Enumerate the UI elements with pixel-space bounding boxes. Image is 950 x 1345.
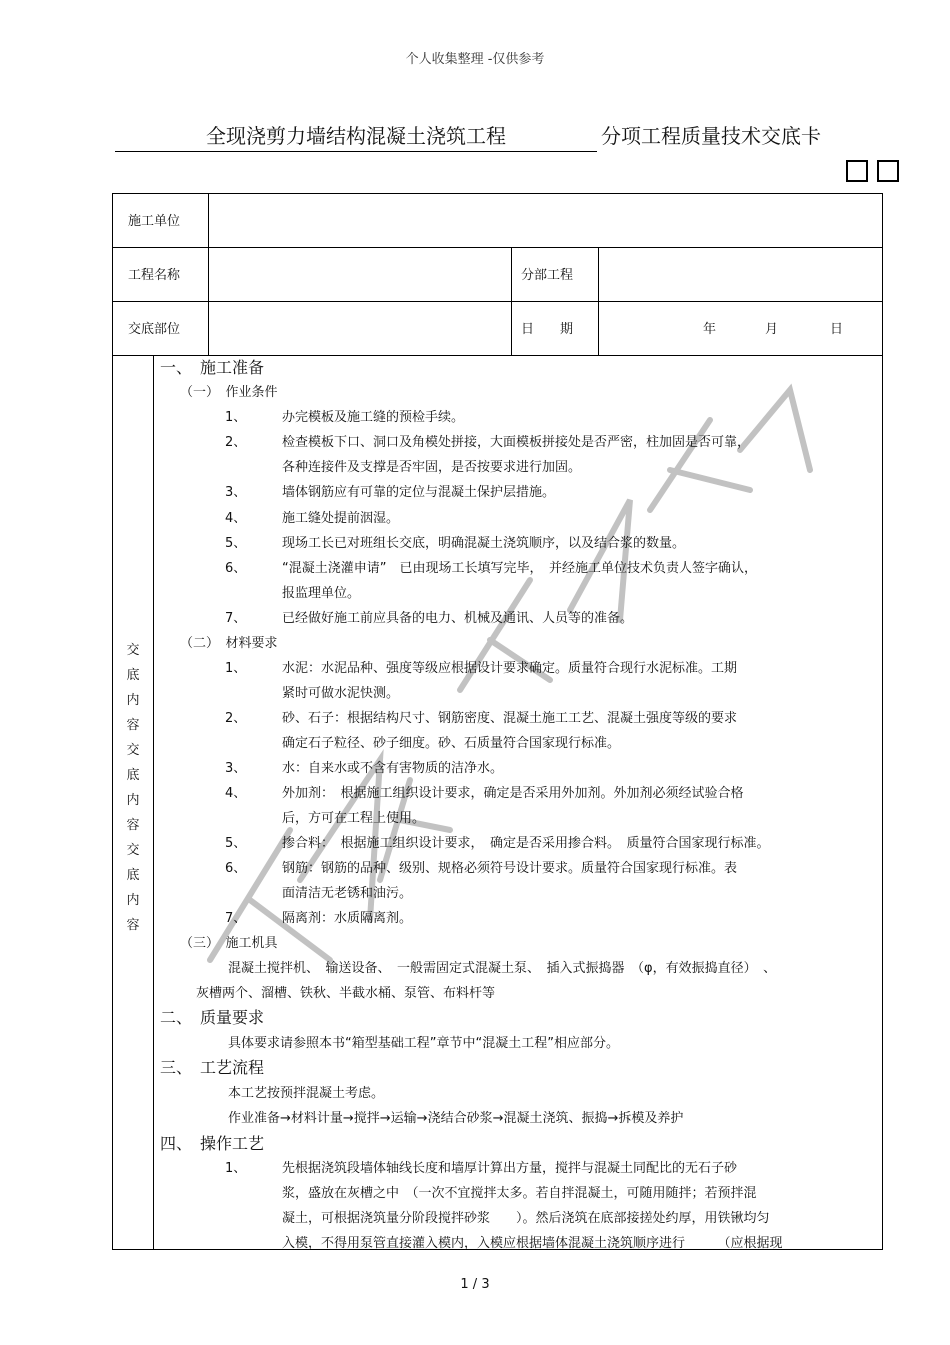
item-text: 外加剂： 根据施工组织设计要求，确定是否采用外加剂。外加剂必须经试验合格 bbox=[282, 786, 744, 801]
item-number: 6、 bbox=[225, 861, 247, 876]
item-text: 紧时可做水泥快测。 bbox=[282, 686, 400, 701]
subsection-conditions: （一） 作业条件 bbox=[180, 385, 278, 400]
col-divider bbox=[511, 247, 512, 355]
item-text: 水：自来水或不含有害物质的洁净水。 bbox=[282, 761, 504, 776]
item-text: 现场工长已对班组长交底，明确混凝土浇筑顺序，以及结合浆的数量。 bbox=[282, 536, 686, 551]
item-text: 先根据浇筑段墙体轴线长度和墙厚计算出方量，搅拌与混凝土同配比的无石子砂 bbox=[282, 1161, 738, 1176]
date-year: 年 bbox=[703, 322, 717, 337]
row-divider bbox=[113, 301, 882, 302]
item-text: 检查模板下口、洞口及角模处拼接，大面模板拼接处是否严密，柱加固是否可靠， bbox=[282, 435, 751, 450]
section-preparation: 一、 施工准备 bbox=[160, 358, 265, 377]
col-divider bbox=[598, 247, 599, 355]
item-number: 3、 bbox=[225, 761, 247, 776]
item-number: 4、 bbox=[225, 511, 247, 526]
item-text: 各种连接件及支撑是否牢固，是否按要求进行加固。 bbox=[282, 460, 582, 475]
process-flow: 作业准备→材料计量→搅拌→运输→浇结合砂浆→混凝土浇筑、振捣→拆模及养护 bbox=[228, 1111, 684, 1126]
quality-text: 具体要求请参照本书“箱型基础工程”章节中“混凝土工程”相应部分。 bbox=[228, 1036, 619, 1051]
item-text: 浆，盛放在灰槽之中 （一次不宜搅拌太多。若自拌混凝土，可随用随拌；若预拌混 bbox=[282, 1186, 757, 1201]
item-text: 凝土，可根据浇筑量分阶段搅拌砂浆 ）。然后浇筑在底部接搓处约厚，用铁锹均匀 bbox=[282, 1211, 770, 1226]
title-card: 分项工程质量技术交底卡 bbox=[601, 124, 821, 148]
subsection-materials: （二） 材料要求 bbox=[180, 636, 278, 651]
section-operation: 四、 操作工艺 bbox=[160, 1134, 265, 1153]
item-text: “混凝土浇灌申请” 已由现场工长填写完毕， 并经施工单位技术负责人签字确认， bbox=[282, 561, 757, 576]
item-number: 3、 bbox=[225, 485, 247, 500]
item-number: 5、 bbox=[225, 536, 247, 551]
tools-text: 混凝土搅拌机、 输送设备、 一般需固定式混凝土泵、 插入式振捣器 （φ，有效振捣直径） 、 bbox=[228, 961, 777, 976]
item-text: 水泥：水泥品种、强度等级应根据设计要求确定。质量符合现行水泥标准。工期 bbox=[282, 661, 738, 676]
item-number: 6、 bbox=[225, 561, 247, 576]
item-text: 砂、石子：根据结构尺寸、钢筋密度、混凝土施工工艺、混凝土强度等级的要求 bbox=[282, 711, 738, 726]
section-process: 三、 工艺流程 bbox=[160, 1058, 265, 1077]
item-text: 面清洁无老锈和油污。 bbox=[282, 886, 413, 901]
checkbox-2[interactable] bbox=[877, 160, 899, 182]
page-number: 1 / 3 bbox=[460, 1277, 490, 1292]
process-text: 本工艺按预拌混凝土考虑。 bbox=[228, 1086, 385, 1101]
item-text: 后，方可在工程上使用。 bbox=[282, 811, 426, 826]
item-number: 1、 bbox=[225, 661, 247, 676]
item-text: 掺合料： 根据施工组织设计要求， 确定是否采用掺合料。 质量符合国家现行标准。 bbox=[282, 836, 770, 851]
header-note: 个人收集整理 -仅供参考 bbox=[405, 52, 545, 67]
item-text: 确定石子粒径、砂子细度。砂、石质量符合国家现行标准。 bbox=[282, 736, 621, 751]
item-number: 1、 bbox=[225, 410, 247, 425]
label-date: 日 期 bbox=[521, 322, 574, 337]
title-project: 全现浇剪力墙结构混凝土浇筑工程 bbox=[115, 120, 597, 152]
item-text: 已经做好施工前应具备的电力、机械及通讯、人员等的准备。 bbox=[282, 611, 634, 626]
item-number: 4、 bbox=[225, 786, 247, 801]
checkbox-1[interactable] bbox=[846, 160, 868, 182]
item-number: 1、 bbox=[225, 1161, 247, 1176]
document-title bbox=[115, 120, 875, 150]
item-number: 5、 bbox=[225, 836, 247, 851]
label-construction-unit: 施工单位 bbox=[128, 214, 181, 229]
item-text: 墙体钢筋应有可靠的定位与混凝土保护层措施。 bbox=[282, 485, 556, 500]
side-column bbox=[113, 356, 153, 1249]
item-text: 办完模板及施工缝的预检手续。 bbox=[282, 410, 465, 425]
tools-text: 灰槽两个、溜槽、铁秋、半截水桶、泵管、布料杆等 bbox=[196, 986, 496, 1001]
label-subproject: 分部工程 bbox=[521, 268, 574, 283]
item-text: 施工缝处提前洇湿。 bbox=[282, 511, 400, 526]
date-day: 日 bbox=[830, 322, 844, 337]
checkbox-group bbox=[842, 160, 899, 186]
col-divider bbox=[208, 194, 209, 355]
side-label: 交底内容交底内容交底内容 bbox=[126, 643, 140, 933]
date-month: 月 bbox=[765, 322, 779, 337]
item-number: 7、 bbox=[225, 611, 247, 626]
item-number: 7、 bbox=[225, 911, 247, 926]
item-text: 入模，不得用泵管直接灌入模内，入模应根据墙体混凝土浇筑顺序进行 （应根据现 bbox=[282, 1236, 783, 1251]
item-text: 钢筋：钢筋的品种、级别、规格必须符号设计要求。质量符合国家现行标准。表 bbox=[282, 861, 738, 876]
subsection-tools: （三） 施工机具 bbox=[180, 936, 278, 951]
col-divider bbox=[153, 355, 154, 1249]
row-divider bbox=[113, 247, 882, 248]
label-disclosure-part: 交底部位 bbox=[128, 322, 181, 337]
item-text: 报监理单位。 bbox=[282, 586, 361, 601]
item-text: 隔离剂：水质隔离剂。 bbox=[282, 911, 413, 926]
item-number: 2、 bbox=[225, 711, 247, 726]
item-number: 2、 bbox=[225, 435, 247, 450]
section-quality: 二、 质量要求 bbox=[160, 1008, 265, 1027]
label-project-name: 工程名称 bbox=[128, 268, 181, 283]
